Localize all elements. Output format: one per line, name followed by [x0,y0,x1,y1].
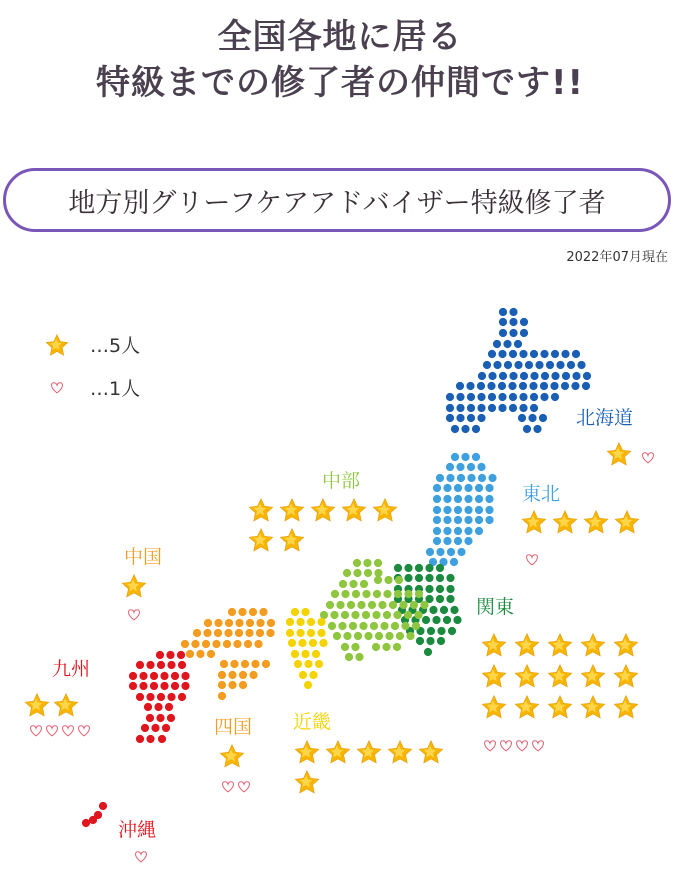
region-label-kyushu: 九州 [52,658,91,680]
star-icon [614,633,639,657]
heart-icon [533,741,544,751]
heart-icon [485,741,496,751]
star-icon [515,633,540,657]
heart-icon [643,453,654,463]
star-icon [295,770,320,794]
star-icon [614,695,639,719]
headline-line-1: 全国各地に居る [217,17,463,57]
region-okinawa [118,819,156,862]
legend-star-label: …5人 [90,335,141,357]
heart-icon [79,726,90,736]
star-icon [581,695,606,719]
star-icon [548,633,573,657]
region-kanto [476,596,638,751]
headline-line-2: 特級までの修了者の仲間です!! [95,63,584,103]
star-icon [548,695,573,719]
region-kinki [293,711,443,794]
heart-icon [223,782,234,792]
region-label-shikoku: 四国 [214,716,253,738]
star-icon [515,664,540,688]
star-icon [388,740,413,764]
region-tohoku [522,483,640,565]
region-kyushu [25,658,90,736]
heart-icon [517,741,528,751]
heart-icon [31,726,42,736]
star-icon [249,498,274,522]
star-icon [553,510,578,534]
region-chugoku [122,546,162,620]
star-icon [357,740,382,764]
star-icon [54,693,79,717]
star-icon [373,498,398,522]
star-icon [482,633,507,657]
heart-icon [527,555,538,565]
section-title: 地方別グリーフケアアドバイザー特級修了者 [68,187,606,219]
star-icon [419,740,444,764]
star-icon [280,498,305,522]
heart-icon [129,610,140,620]
star-icon [25,693,50,717]
heart-icon [501,741,512,751]
region-shikoku [214,716,252,792]
region-label-chubu: 中部 [322,470,361,492]
star-icon [220,744,245,768]
region-label-kanto: 関東 [476,596,515,618]
star-icon [515,695,540,719]
region-label-tohoku: 東北 [522,483,561,505]
star-icon [326,740,351,764]
star-icon [581,664,606,688]
region-label-chugoku: 中国 [124,546,163,568]
star-icon [311,498,336,522]
star-icon [615,510,640,534]
star-icon [280,528,305,552]
star-icon [342,498,367,522]
region-label-okinawa: 沖縄 [118,819,157,841]
heart-icon [63,726,74,736]
heart-icon [136,852,147,862]
heart-icon [239,782,250,792]
as-of-date: 2022年07月現在 [566,250,668,265]
star-icon [614,664,639,688]
star-icon [482,664,507,688]
star-icon [122,574,147,598]
region-label-kinki: 近畿 [293,711,332,733]
star-icon [249,528,274,552]
star-icon [581,633,606,657]
region-hokkaido [576,407,653,466]
star-icon [482,695,507,719]
heart-icon [47,726,58,736]
star-icon [607,442,632,466]
star-icon [548,664,573,688]
star-icon [295,740,320,764]
region-chubu [249,470,398,552]
legend-heart-label: …1人 [90,378,141,400]
region-label-hokkaido: 北海道 [576,407,634,429]
star-icon [584,510,609,534]
star-icon [522,510,547,534]
